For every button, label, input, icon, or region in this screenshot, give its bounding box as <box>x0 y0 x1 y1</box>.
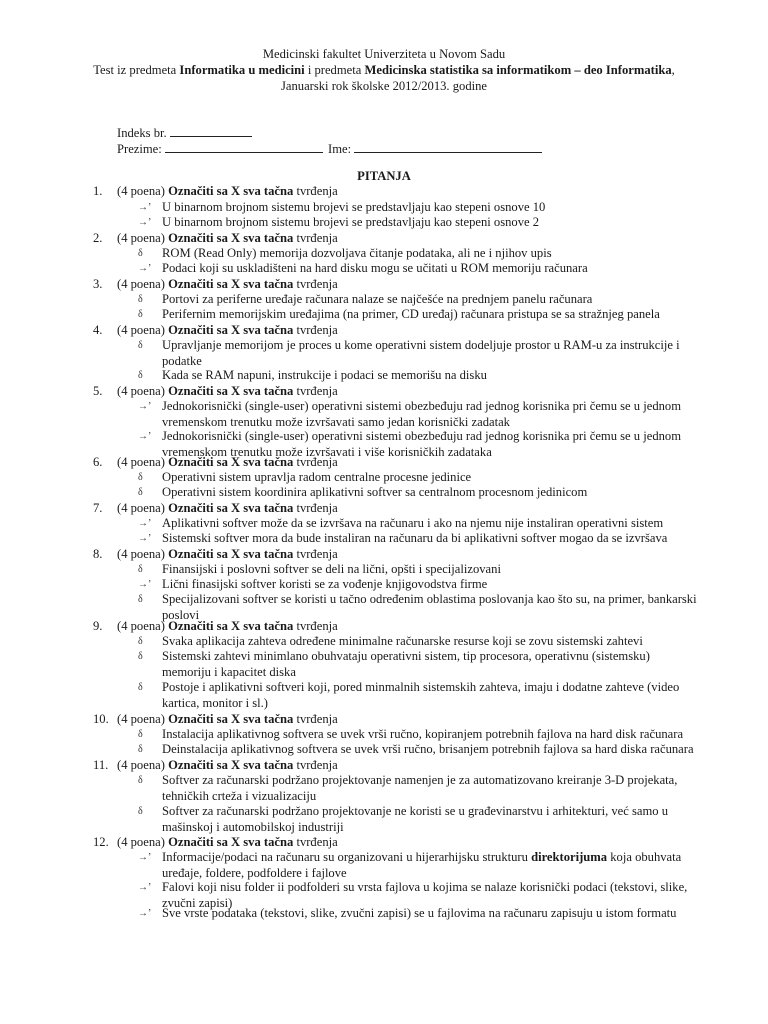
question-points: (4 poena) <box>117 384 169 398</box>
question-instruction-suffix: tvrđenja <box>293 184 338 198</box>
question-instruction <box>117 454 338 470</box>
option-text: Finansijski i poslovni softver se deli na lični, opšti i specijalizovani <box>162 562 501 576</box>
question-instruction-bold: Označiti sa X sva tačna <box>168 231 294 245</box>
subject-name-2: Medicinska statistika sa informatikom – deo Informatika <box>364 63 672 77</box>
option-text: Sve vrste podataka (tekstovi, slike, zvučni zapisi) se u fajlovima na računaru zapisuju u istom formatu <box>162 906 677 920</box>
question-instruction <box>117 500 338 516</box>
option-text: Jednokorisnički (single-user) operativni sistemi obezbeđuju rad jednog korisnika pri čemu se u jednom vremenskom trenutku može izvršavati samo jedan korisnički zadatak <box>162 399 682 429</box>
question-instruction-suffix: tvrđenja <box>293 835 338 849</box>
question-points: (4 poena) <box>117 712 169 726</box>
option-marker-icon[interactable]: δ <box>138 340 143 351</box>
option-marker-icon[interactable]: →’ <box>138 908 152 919</box>
ime-blank[interactable] <box>354 140 542 153</box>
question-instruction-suffix: tvrđenja <box>293 323 338 337</box>
ime-label: Ime: <box>328 142 352 156</box>
question-instruction <box>117 757 338 773</box>
option-marker-icon[interactable]: δ <box>138 636 143 647</box>
prezime-label: Prezime: <box>117 142 162 156</box>
question-instruction <box>117 276 338 292</box>
question-instruction-suffix: tvrđenja <box>293 277 338 291</box>
option-marker-icon[interactable]: →’ <box>138 579 152 590</box>
question-instruction <box>117 322 338 338</box>
section-title: PITANJA <box>357 169 411 183</box>
option-text: Operativni sistem upravlja radom centralne procesne jedinice <box>162 470 472 484</box>
option-marker-icon[interactable]: δ <box>138 472 143 483</box>
question-instruction-bold: Označiti sa X sva tačna <box>168 835 294 849</box>
question-instruction-suffix: tvrđenja <box>293 758 338 772</box>
prezime-field <box>117 140 323 157</box>
option-marker-icon[interactable]: →’ <box>138 401 152 412</box>
question-number: 5. <box>93 384 103 398</box>
subject-suffix: , <box>671 63 675 77</box>
question-points: (4 poena) <box>117 184 169 198</box>
question-number: 4. <box>93 323 103 337</box>
option-text: Lični finasijski softver koristi se za vođenje knjigovodstva firme <box>162 577 488 591</box>
question-number: 9. <box>93 619 103 633</box>
question-number: 10. <box>93 712 109 726</box>
option-text <box>162 850 702 881</box>
question-instruction-bold: Označiti sa X sva tačna <box>168 547 294 561</box>
option-text: Sistemski zahtevi minimlano obuhvataju operativni sistem, tip procesora, operativnu (sistemsku) memoriju i kapacitet diska <box>162 649 650 679</box>
option-text: Deinstalacija aplikativnog softvera se uvek vrši ručno, brisanjem potrebnih fajlova sa hard diska računara <box>162 742 694 756</box>
question-instruction-suffix: tvrđenja <box>293 455 338 469</box>
option-marker-icon[interactable]: δ <box>138 775 143 786</box>
question-points: (4 poena) <box>117 455 169 469</box>
institution-name: Medicinski fakultet Univerziteta u Novom Sadu <box>262 47 506 61</box>
option-marker-icon[interactable]: δ <box>138 487 143 498</box>
subject-prefix: Test iz predmeta <box>93 63 180 77</box>
option-text: Falovi koji nisu folder ii podfolderi su vrsta fajlova u kojima se nalaze korisnički podaci (tekstovi, slike, zvučni zapisi) <box>162 880 688 910</box>
option-text-part: Informacije/podaci na računaru su organizovani u hijerarhijsku strukturu <box>162 850 532 864</box>
option-marker-icon[interactable]: →’ <box>138 202 152 213</box>
option-text: Podaci koji su uskladišteni na hard disku mogu se učitati u ROM memoriju računara <box>162 261 588 275</box>
question-number: 3. <box>93 277 103 291</box>
option-text: Jednokorisnički (single-user) operativni sistemi obezbeđuju rad jednog korisnika pri čemu se u jednom vremenskom trenutku može izvršavati i više korisničkih zadataka <box>162 429 682 459</box>
option-text: Operativni sistem koordinira aplikativni softver sa centralnom procesnom jedinicom <box>162 485 588 499</box>
question-instruction-bold: Označiti sa X sva tačna <box>168 384 294 398</box>
option-text: Upravljanje memorijom je proces u kome operativni sistem dodeljuje prostor u RAM-u za instrukcije i podatke <box>162 338 680 368</box>
option-marker-icon[interactable]: δ <box>138 651 143 662</box>
option-marker-icon[interactable]: δ <box>138 744 143 755</box>
option-text: Aplikativni softver može da se izvršava na računaru i ako na njemu nije instaliran operativni sistem <box>162 516 664 530</box>
question-instruction <box>117 711 338 727</box>
indeks-label: Indeks br. <box>117 126 167 140</box>
option-marker-icon[interactable]: →’ <box>138 852 152 863</box>
question-instruction-bold: Označiti sa X sva tačna <box>168 758 294 772</box>
question-points: (4 poena) <box>117 758 169 772</box>
question-instruction-bold: Označiti sa X sva tačna <box>168 501 294 515</box>
option-text: ROM (Read Only) memorija dozvoljava čitanje podataka, ali ne i njihov upis <box>162 246 552 260</box>
option-marker-icon[interactable]: δ <box>138 564 143 575</box>
question-instruction-suffix: tvrđenja <box>293 712 338 726</box>
option-marker-icon[interactable]: →’ <box>138 882 152 893</box>
question-number: 7. <box>93 501 103 515</box>
question-instruction <box>117 230 338 246</box>
question-instruction-suffix: tvrđenja <box>293 547 338 561</box>
question-number: 8. <box>93 547 103 561</box>
question-instruction-bold: Označiti sa X sva tačna <box>168 712 294 726</box>
question-points: (4 poena) <box>117 323 169 337</box>
option-marker-icon[interactable]: δ <box>138 309 143 320</box>
option-text: Kada se RAM napuni, instrukcije i podaci se memorišu na disku <box>162 368 487 382</box>
question-points: (4 poena) <box>117 547 169 561</box>
option-marker-icon[interactable]: δ <box>138 248 143 259</box>
option-marker-icon[interactable]: δ <box>138 370 143 381</box>
option-text: Perifernim memorijskim uređajima (na primer, CD uređaj) računara pristupa se sa stražnjeg panela <box>162 307 660 321</box>
option-marker-icon[interactable]: δ <box>138 729 143 740</box>
question-instruction-bold: Označiti sa X sva tačna <box>168 184 294 198</box>
question-points: (4 poena) <box>117 277 169 291</box>
question-points: (4 poena) <box>117 501 169 515</box>
exam-term: Januarski rok školske 2012/2013. godine <box>280 79 488 93</box>
indeks-field <box>117 124 252 141</box>
option-marker-icon[interactable]: →’ <box>138 431 152 442</box>
option-text: Sistemski softver mora da bude instaliran na računaru da bi aplikativni softver mogao da se izvršava <box>162 531 668 545</box>
option-text: Postoje i aplikativni softveri koji, pored minmalnih sistemskih zahteva, imaju i dodatne zahteve (video kartica, monitor i sl.) <box>162 680 680 710</box>
ime-field <box>328 140 542 157</box>
indeks-blank[interactable] <box>170 124 252 137</box>
question-points: (4 poena) <box>117 619 169 633</box>
question-instruction <box>117 383 338 399</box>
option-text: Instalacija aplikativnog softvera se uvek vrši ručno, kopiranjem potrebnih fajlova na hard disk računara <box>162 727 684 741</box>
prezime-blank[interactable] <box>165 140 323 153</box>
option-marker-icon[interactable]: →’ <box>138 518 152 529</box>
question-instruction-bold: Označiti sa X sva tačna <box>168 455 294 469</box>
question-points: (4 poena) <box>117 835 169 849</box>
option-text-bold: direktorijuma <box>531 850 608 864</box>
question-instruction-bold: Označiti sa X sva tačna <box>168 323 294 337</box>
question-instruction-bold: Označiti sa X sva tačna <box>168 619 294 633</box>
option-marker-icon[interactable]: →’ <box>138 217 152 228</box>
option-marker-icon[interactable]: δ <box>138 594 143 605</box>
option-text-part: koja obuhvata uređaje, foldere, podfoldere i fajlove <box>162 850 682 880</box>
question-instruction-suffix: tvrđenja <box>293 619 338 633</box>
option-marker-icon[interactable]: →’ <box>138 263 152 274</box>
question-points: (4 poena) <box>117 231 169 245</box>
option-text: U binarnom brojnom sistemu brojevi se predstavljaju kao stepeni osnove 2 <box>162 215 540 229</box>
header-subject <box>0 62 768 78</box>
question-instruction <box>117 183 338 199</box>
question-instruction-suffix: tvrđenja <box>293 231 338 245</box>
option-text: Softver za računarski podržano projektovanje namenjen je za automatizovano kreiranje 3-D projekata, tehničkih crteža i vizualizaciju <box>162 773 678 803</box>
option-marker-icon[interactable]: δ <box>138 682 143 693</box>
subject-connector: i predmeta <box>304 63 365 77</box>
header-term <box>0 78 768 94</box>
question-number: 12. <box>93 835 109 849</box>
option-text: Portovi za periferne uređaje računara nalaze se najčešće na prednjem panelu računara <box>162 292 593 306</box>
question-instruction-bold: Označiti sa X sva tačna <box>168 277 294 291</box>
question-instruction-suffix: tvrđenja <box>293 384 338 398</box>
question-instruction <box>117 834 338 850</box>
header-institution <box>0 46 768 62</box>
question-number: 2. <box>93 231 103 245</box>
option-text: Specijalizovani softver se koristi u tačno određenim oblastima poslovanja kao što su, na primer, bankarski poslovi <box>162 592 697 622</box>
subject-name-1: Informatika u medicini <box>179 63 305 77</box>
question-instruction <box>117 618 338 634</box>
option-marker-icon[interactable]: δ <box>138 806 143 817</box>
question-number: 6. <box>93 455 103 469</box>
question-number: 1. <box>93 184 103 198</box>
question-instruction <box>117 546 338 562</box>
option-text: Svaka aplikacija zahteva određene minimalne računarske resurse koji se zovu sistemski zahtevi <box>162 634 643 648</box>
option-marker-icon[interactable]: δ <box>138 294 143 305</box>
option-text: U binarnom brojnom sistemu brojevi se predstavljaju kao stepeni osnove 10 <box>162 200 546 214</box>
option-text: Softver za računarski podržano projektovanje ne koristi se u građevinarstvu i arhitekturi, već samo u mašinskoj i automobilskoj industriji <box>162 804 669 834</box>
question-instruction-suffix: tvrđenja <box>293 501 338 515</box>
option-marker-icon[interactable]: →’ <box>138 533 152 544</box>
question-number: 11. <box>93 758 109 772</box>
